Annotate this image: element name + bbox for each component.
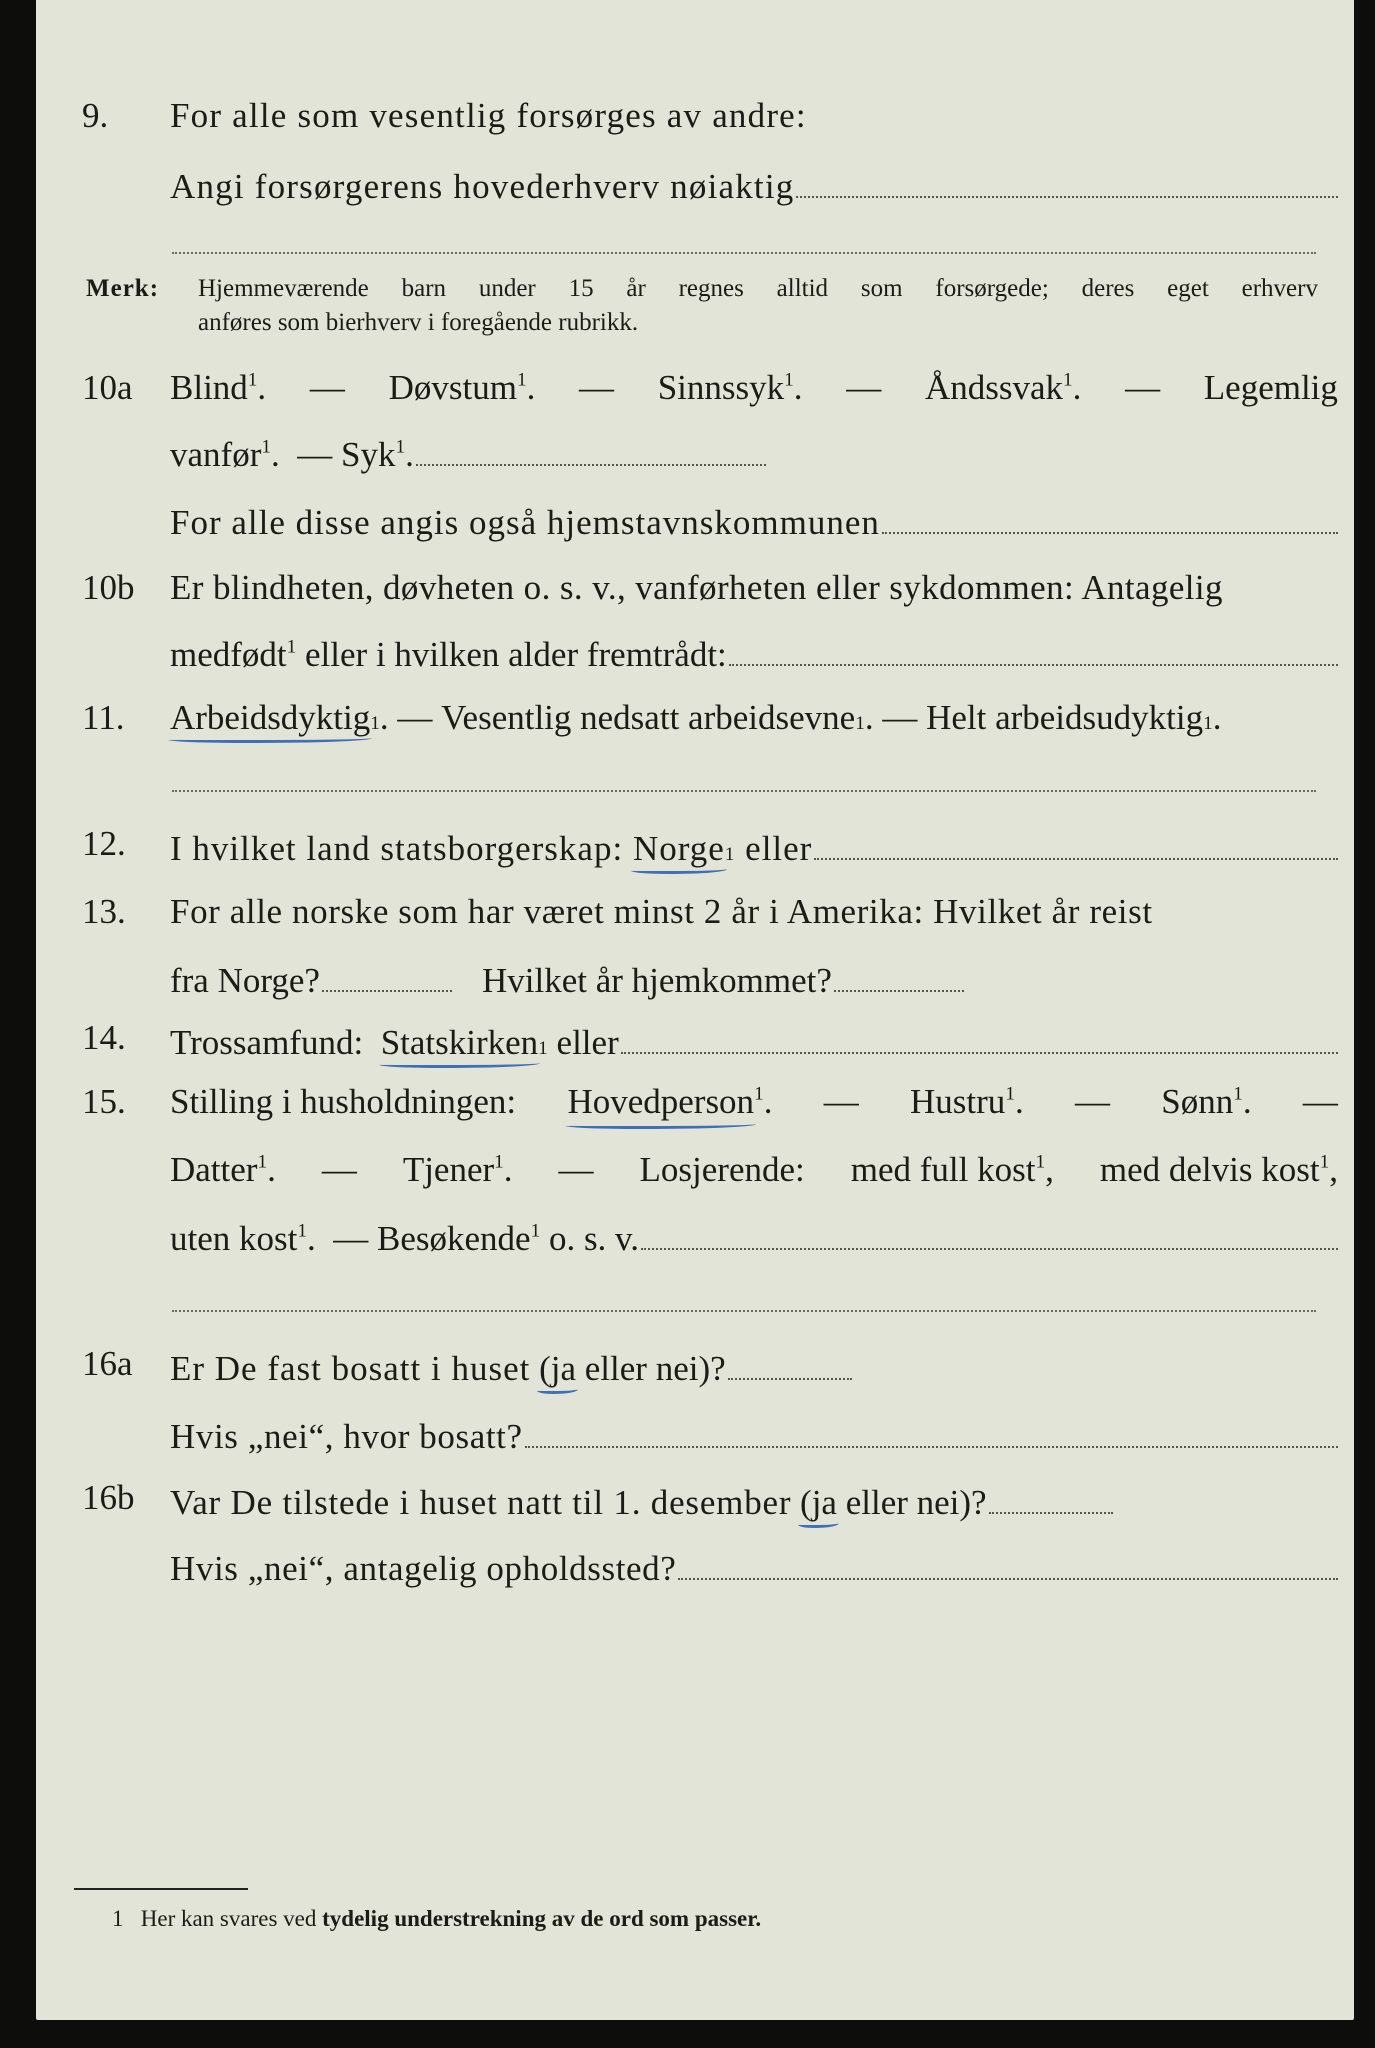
answer-field-reist[interactable]	[322, 958, 452, 992]
option-arbeidsdyktig-underlined[interactable]: Arbeidsdyktig	[170, 698, 371, 737]
question-text: For alle som vesentlig forsørges av andre:	[170, 96, 807, 135]
answer-field[interactable]	[882, 500, 1338, 534]
footnote-normal-text: Her kan svares ved	[140, 1906, 317, 1931]
answer-field-hjemkommet[interactable]	[834, 958, 964, 992]
option-hovedperson-underlined[interactable]: Hovedperson	[567, 1082, 755, 1121]
answer-field[interactable]	[416, 432, 766, 466]
question-number: 14.	[82, 1018, 126, 1057]
option-norge-underlined[interactable]: Norge	[632, 828, 725, 868]
answer-field[interactable]	[621, 1020, 1338, 1054]
question-number: 13.	[82, 892, 126, 931]
answer-field[interactable]	[678, 1546, 1338, 1580]
answer-field[interactable]	[796, 164, 1338, 198]
answer-field-extra-line[interactable]	[172, 790, 1316, 792]
answer-field-extra-line[interactable]	[172, 1310, 1316, 1312]
question-number: 10a	[82, 368, 133, 407]
option-medfodt: medfødt$^1$	[170, 634, 297, 674]
question-number: 9.	[82, 96, 109, 135]
answer-field-extra-line[interactable]	[172, 252, 1316, 254]
footnote-mark: 1	[112, 1906, 124, 1931]
option-syk: Syk$^1$.	[340, 434, 414, 474]
note-label: Merk:	[86, 275, 160, 302]
question-text: eller i hvilken alder fremtrådt:	[305, 634, 727, 674]
answer-field[interactable]	[728, 1346, 852, 1380]
option-ja-underlined[interactable]: (ja	[539, 1348, 577, 1388]
question-number: 16b	[82, 1478, 135, 1517]
footnote	[112, 1906, 761, 1932]
option-vanfor: vanfør$^1$. —	[170, 434, 333, 474]
question-number: 16a	[82, 1344, 133, 1383]
question-text: Angi forsørgerens hovederhverv nøiaktig	[170, 166, 795, 206]
option-andssvak: Åndssvak$^1$.	[924, 368, 1082, 407]
question-text: For alle norske som har været minst 2 år i Amerika: Hvilket år reist	[170, 892, 1153, 931]
footnote-bold-text: tydelig understrekning av de ord som passer.	[322, 1906, 762, 1931]
option-vesentlig: Vesentlig nedsatt arbeidsevne	[441, 698, 856, 737]
option-sinnssyk: Sinnssyk$^1$.	[657, 368, 803, 407]
note-line-2: anføres som bierhverv i foregående rubrikk.	[198, 309, 639, 336]
option-legemlig: Legemlig	[1203, 368, 1338, 407]
option-ja-underlined[interactable]: (ja	[800, 1482, 837, 1522]
answer-field[interactable]	[729, 632, 1338, 666]
answer-field[interactable]	[525, 1414, 1338, 1448]
note-line-1: Hjemmeværende barn under 15 år regnes alltid som forsørgede; deres eget erhverv	[198, 275, 1318, 302]
footnote-rule	[74, 1888, 248, 1890]
question-text: I hvilket land statsborgerskap:	[170, 828, 624, 868]
question-number: 15.	[82, 1082, 126, 1121]
option-blind: Blind$^1$.	[170, 368, 267, 407]
question-text: For alle disse angis også hjemstavnskommunen	[170, 502, 880, 542]
question-text: Er blindheten, døvheten o. s. v., vanførheten eller sykdommen: Antagelig	[170, 568, 1223, 607]
census-form-page: 9. For alle som vesentlig forsørges av andre: Angi forsørgerens hovederhverv nøiaktig Merk: Hjemmeværende barn under 15 år regnes alltid som forsørgede; deres eget erhverv anføres som bierhverv i foregående rubrikk. 10a Blind$^1$. — Døvstum$^1$. — Sinnssyk$^1$. — Åndssvak$^1$. — Legemlig vanfør$^1$. — Syk$^1$. For alle disse angis også hjemstavnskommunen 10b Er blindheten, døvheten o. s. v., vanførheten eller sykdommen: Antagelig medfødt$^1$ eller i hvilken alder fremtrådt: 11. Arbeidsdyktig 1 . — Vesentlig nedsatt arbeidsevne 1 . — Helt arbeidsudyktig 1 . 12. I hvilket land statsborgerskap: Norge 1 eller 13. For alle norske som har været minst 2 år i Amerika: Hvilket år reist fra Norge? Hvilket år hjemkommet? 14. Trossamfund: Statskirken 1 eller 15. Stilling i husholdningen: Hovedperson$^1$. — Hustru$^1$. — Sønn$^1$. — Datter$^1$. — Tjener$^1$. — Losjerende: med full kost$^1$, med delvis kost$^1$, uten kost$^1$. — Besøkende$^1$ o. s. v. 16a Er De fast bosatt i huset (ja eller nei)? Hvis „nei“, hvor bosatt? 16b Var De tilstede i huset natt til 1. desember (ja eller nei)? Hvis „nei“, antagelig opholdssted? 1 Her kan svares ved tydelig understrekning av de ord som passer.	[36, 0, 1354, 2020]
question-number: 11.	[82, 698, 125, 737]
option-statskirken-underlined[interactable]: Statskirken	[380, 1022, 539, 1062]
answer-field[interactable]	[641, 1216, 1338, 1250]
option-dovstum: Døvstum$^1$.	[388, 368, 536, 407]
option-helt: Helt arbeidsudyktig	[926, 698, 1204, 737]
answer-field[interactable]	[814, 826, 1338, 860]
answer-field[interactable]	[989, 1480, 1113, 1514]
question-number: 12.	[82, 824, 126, 863]
question-number: 10b	[82, 568, 135, 607]
